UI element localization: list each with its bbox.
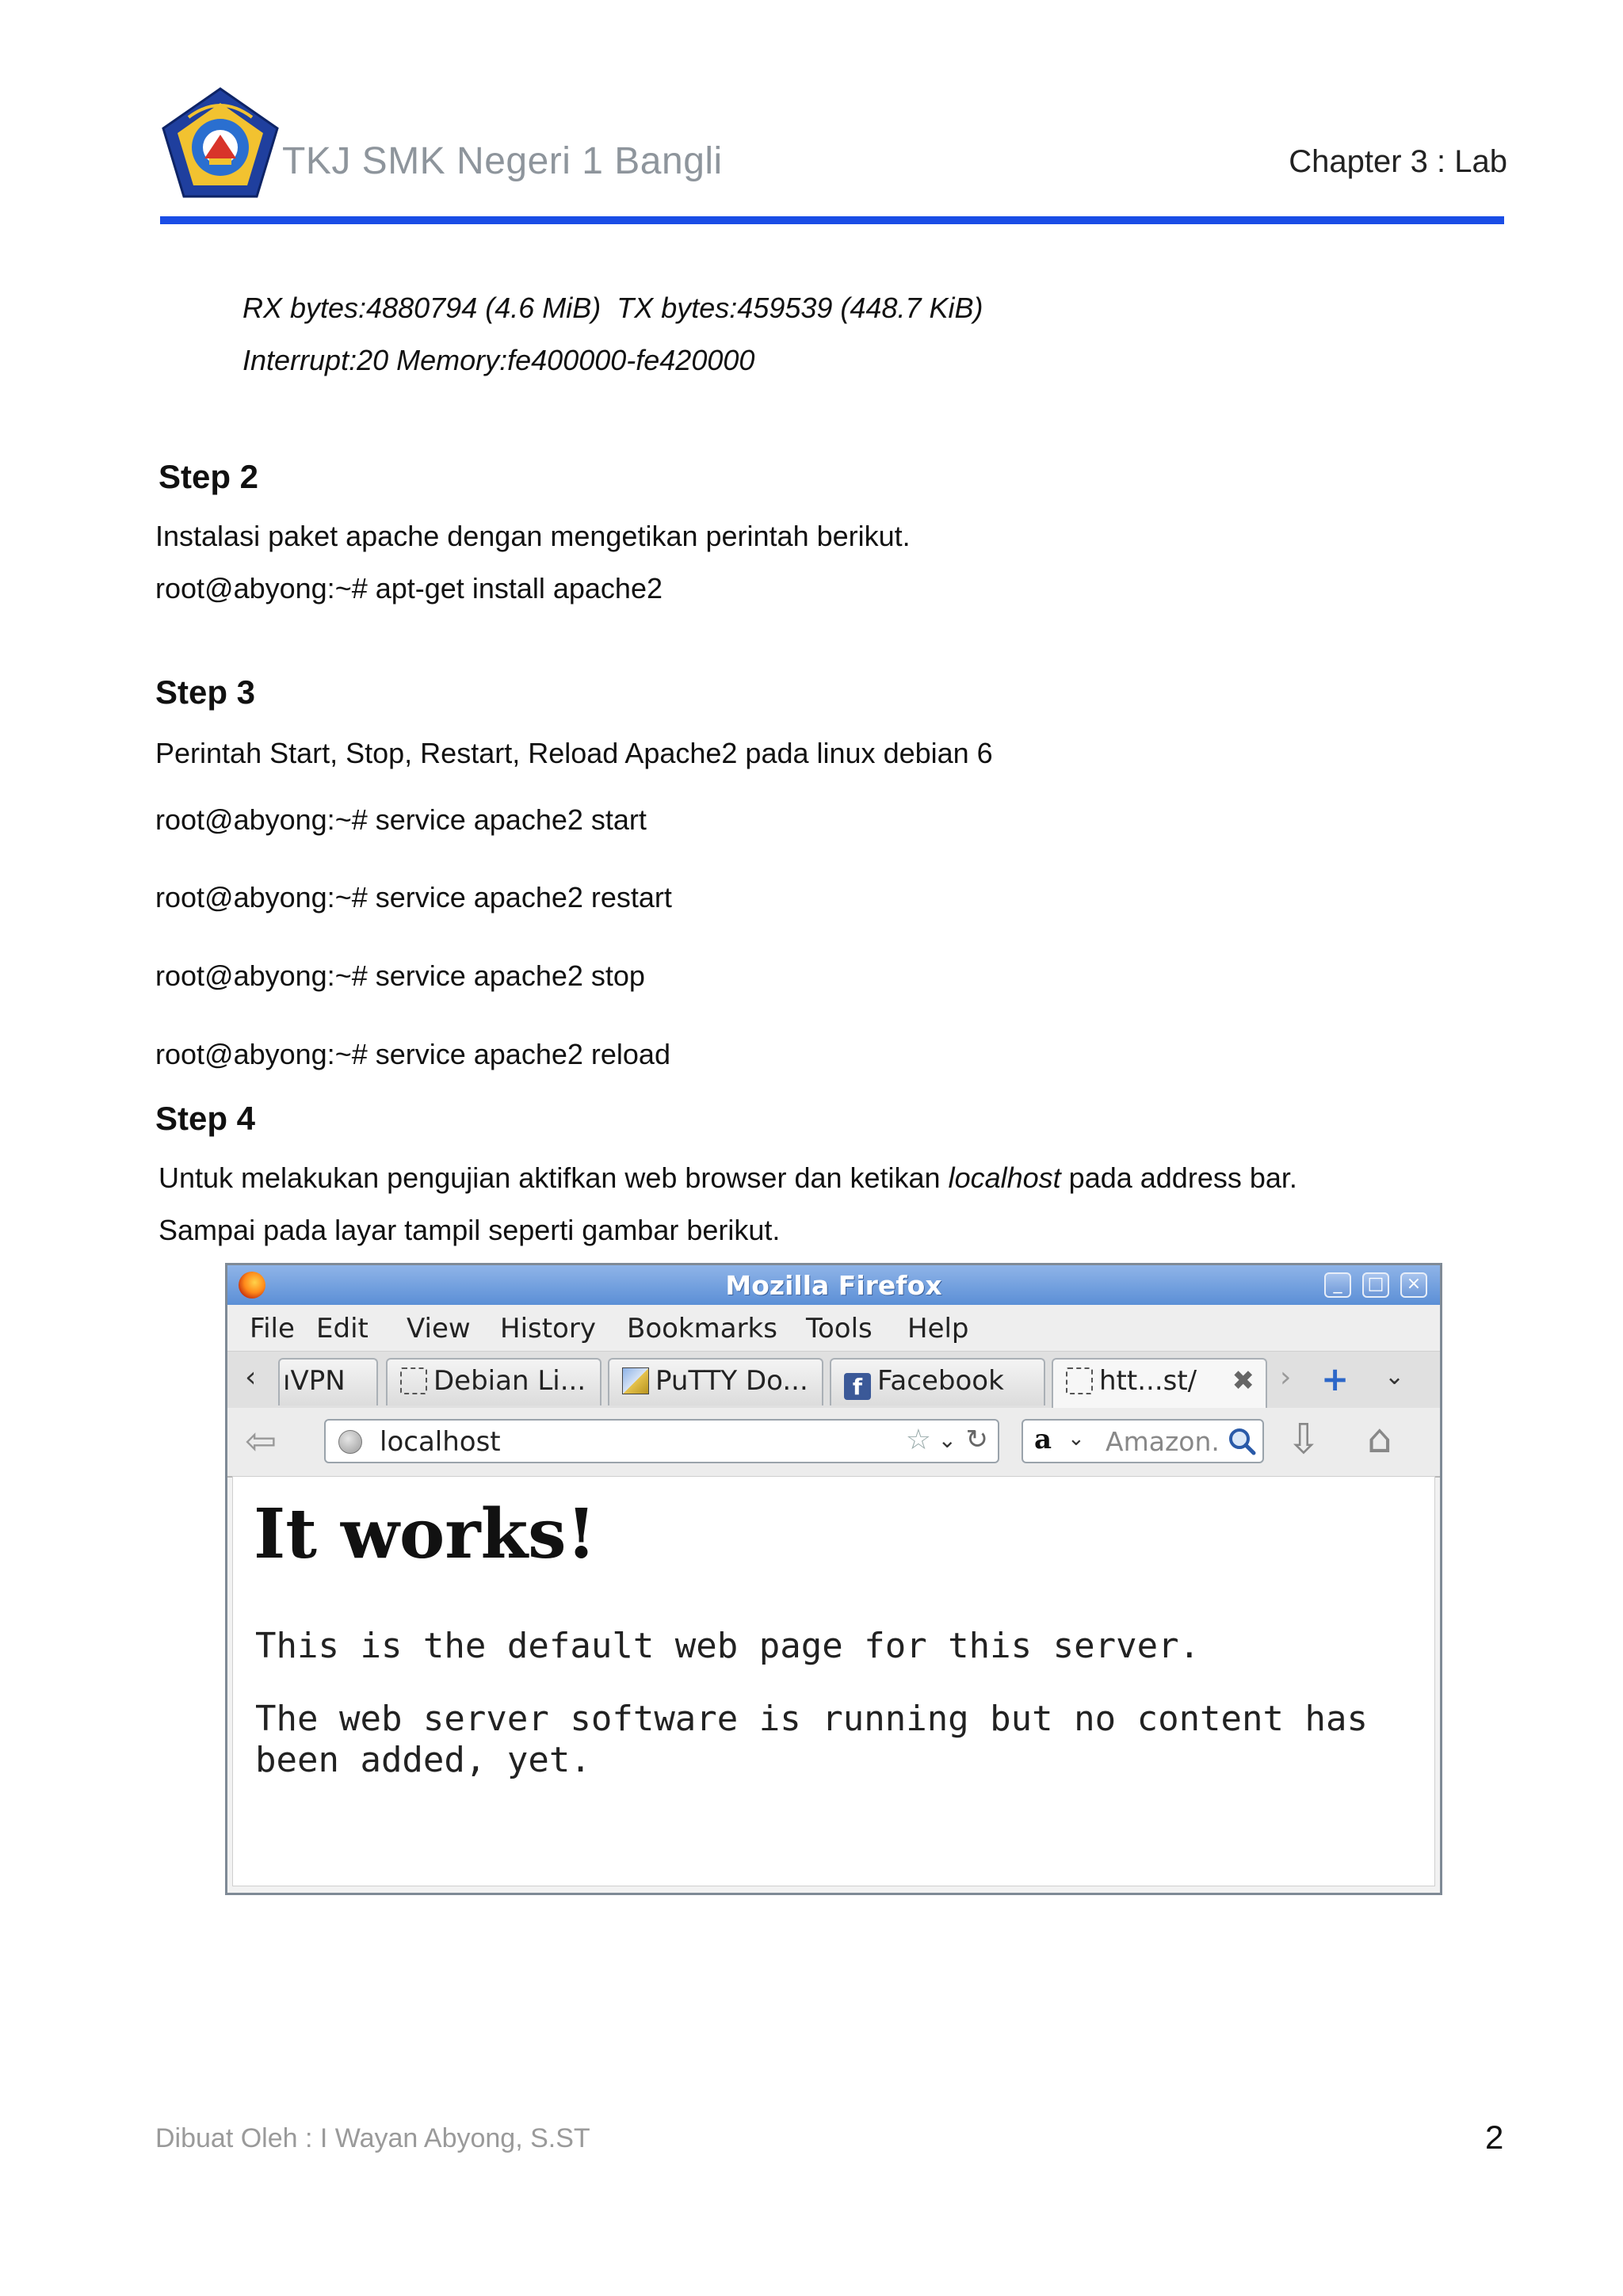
step4-text-italic: localhost [948, 1161, 1061, 1194]
step2-text: Instalasi paket apache dengan mengetikan perintah berikut. [155, 520, 911, 552]
window-titlebar [227, 1265, 1440, 1305]
bookmark-star-icon[interactable]: ☆ [905, 1424, 931, 1456]
window-title: Mozilla Firefox [725, 1270, 942, 1301]
step2-heading: Step 2 [158, 458, 259, 495]
interrupt-line: Interrupt:20 Memory:fe400000-fe420000 [242, 344, 755, 376]
back-icon[interactable]: ⇦ [245, 1419, 277, 1463]
school-logo [157, 86, 284, 201]
reload-icon[interactable]: ↻ [965, 1424, 988, 1455]
rx-bytes-line: RX bytes:4880794 (4.6 MiB) TX bytes:459539 (448.7 KiB) [242, 292, 983, 324]
step4-text2: Sampai pada layar tampil seperti gambar berikut. [158, 1214, 781, 1246]
search-bar[interactable] [1022, 1419, 1264, 1463]
step3-text: Perintah Start, Stop, Restart, Reload Apache2 pada linux debian 6 [155, 737, 993, 769]
tab-vpn[interactable] [278, 1358, 378, 1405]
tab-list-icon[interactable]: ⌄ [1384, 1363, 1405, 1390]
page-icon [1066, 1367, 1093, 1394]
menu-tools[interactable]: Tools [806, 1313, 873, 1344]
home-icon[interactable]: ⌂ [1367, 1416, 1392, 1462]
step4-text-before: Untuk melakukan pengujian aktifkan web browser dan ketikan [158, 1161, 949, 1194]
tab-localhost-label: htt...st/ [1099, 1365, 1197, 1397]
page-paragraph-2: The web server software is running but no content has been added, yet. [255, 1699, 1368, 1780]
new-tab-icon[interactable]: + [1321, 1360, 1350, 1398]
tab-bar [227, 1351, 1440, 1409]
download-icon[interactable]: ⇩ [1286, 1416, 1321, 1463]
menu-history[interactable]: History [500, 1313, 596, 1344]
page-content [232, 1476, 1435, 1886]
tab-localhost[interactable] [1052, 1358, 1267, 1409]
tab-scroll-right-icon[interactable]: › [1280, 1361, 1292, 1394]
amazon-icon: a [1034, 1424, 1052, 1455]
tab-debian-label: Debian Li... [433, 1365, 586, 1397]
page-heading: It works! [254, 1494, 597, 1574]
command-restart: root@abyong:~# service apache2 restart [155, 881, 672, 913]
navigation-bar [227, 1408, 1440, 1478]
header-rule [160, 216, 1504, 224]
page-number: 2 [1485, 2119, 1504, 2156]
school-brand: TKJ SMK Negeri 1 Bangli [282, 140, 723, 182]
facebook-icon: f [844, 1373, 871, 1400]
history-dropdown-icon[interactable]: ⌄ [938, 1427, 957, 1453]
footer-author: Dibuat Oleh : I Wayan Abyong, S.ST [155, 2123, 590, 2153]
page-icon [400, 1367, 427, 1394]
menu-edit[interactable]: Edit [316, 1313, 369, 1344]
step4-text-after: pada address bar. [1060, 1161, 1297, 1194]
tab-vpn-label: ıVPN [283, 1365, 346, 1397]
tab-scroll-left-icon[interactable]: ‹ [245, 1361, 257, 1394]
address-text: localhost [380, 1426, 501, 1458]
menu-bookmarks[interactable]: Bookmarks [627, 1313, 777, 1344]
address-bar[interactable] [324, 1419, 999, 1463]
step4-text [158, 1161, 1297, 1195]
chapter-label: Chapter 3 : Lab [1289, 144, 1507, 179]
search-icon[interactable] [1228, 1427, 1256, 1455]
menu-help[interactable]: Help [907, 1313, 969, 1344]
tab-putty-label: PuTTY Do... [655, 1365, 808, 1397]
minimize-button[interactable]: _ [1324, 1272, 1351, 1298]
menu-view[interactable]: View [407, 1313, 471, 1344]
close-button[interactable]: × [1400, 1272, 1427, 1298]
menu-bar [227, 1305, 1440, 1351]
command-stop: root@abyong:~# service apache2 stop [155, 959, 645, 992]
tab-debian[interactable] [386, 1358, 601, 1405]
command-reload: root@abyong:~# service apache2 reload [155, 1038, 670, 1070]
putty-icon [622, 1367, 649, 1394]
firefox-window [225, 1263, 1442, 1895]
globe-icon [338, 1430, 362, 1454]
tab-facebook[interactable] [830, 1358, 1045, 1405]
tab-facebook-label: Facebook [877, 1365, 1004, 1397]
menu-file[interactable]: File [250, 1313, 295, 1344]
step2-command: root@abyong:~# apt-get install apache2 [155, 572, 663, 605]
step3-heading: Step 3 [155, 673, 256, 711]
search-engine-dropdown-icon[interactable]: ⌄ [1067, 1427, 1085, 1451]
maximize-button[interactable]: □ [1362, 1272, 1389, 1298]
tab-putty[interactable] [608, 1358, 823, 1405]
page-paragraph-1: This is the default web page for this server. [255, 1626, 1201, 1666]
search-placeholder: Amazon. [1106, 1426, 1220, 1457]
step4-heading: Step 4 [155, 1100, 256, 1137]
command-start: root@abyong:~# service apache2 start [155, 803, 647, 836]
tab-close-icon[interactable]: ✖ [1232, 1365, 1254, 1397]
